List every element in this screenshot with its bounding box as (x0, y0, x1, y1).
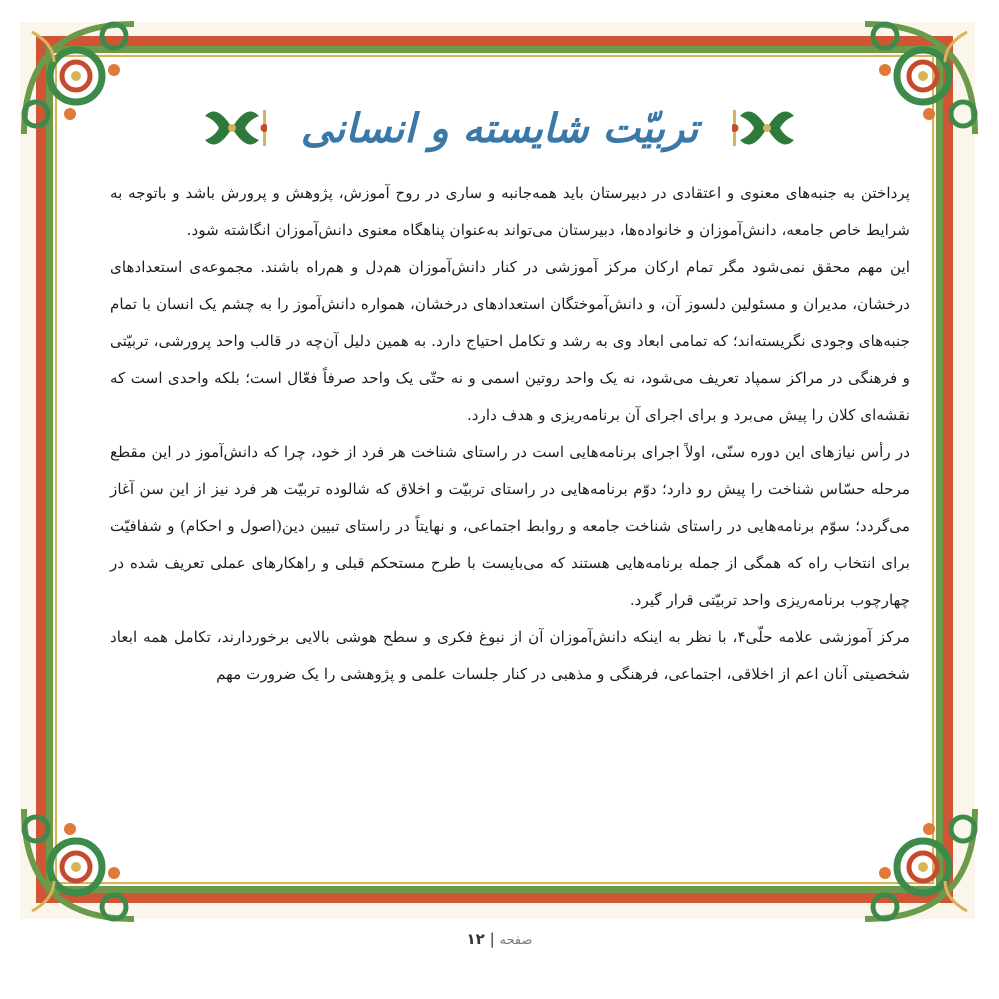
page-title: تربیّت شایسته و انسانی (300, 104, 699, 152)
floral-ornament-icon (732, 98, 802, 158)
title-row (0, 88, 999, 168)
floral-ornament-icon (197, 98, 267, 158)
paragraph: مرکز آموزشی علامه حلّی۴، با نظر به اینکه دانش‌آموزان آن از نبوغ فکری و سطح هوشی بالایی برخوردارند، تکامل همه ابعاد شخصیتی آنان اعم از اخلاقی، اجتماعی، فرهنگی و مذهبی در کنار جلسات علمی و پژوهشی را یک ضرورت مهم (110, 628, 910, 683)
page-number-value: ۱۲ (466, 930, 485, 948)
paragraph: این مهم محقق نمی‌شود مگر تمام ارکان مرکز آموزشی در کنار دانش‌آموزان هم‌دل و هم‌راه باشند. مجموعه‌ی استعدادهای درخشان، مدیران و مسئولین دلسوز آن، و دانش‌آموختگان استعدادهای درخشان، همواره دانش‌آموز را به چشم یک انسان با تمام جنبه‌های وجودی نگریسته‌اند؛ که تمامی ابعاد وی به رشد و تکامل احتیاج دارد. به همین دلیل آن‌چه در قالب واحد پرورشی، تربیّتی و فرهنگی در مراکز سمپاد تعریف می‌شود، نه یک واحد روتین اسمی و نه حتّی یک واحد صرفاً فعّال است؛ بلکه واحدی است که نقشه‌ای کلان را پیش می‌برد و برای اجرای آن برنامه‌ریزی و هدف دارد. (110, 258, 910, 424)
paragraph: در رأس نیازهای این دوره سنّی، اولاً اجرای برنامه‌هایی است در راستای شناخت هر فرد از خود، چرا که دانش‌آموز در این مقطع مرحله حسّاس شناخت را پیش رو دارد؛ دوّم برنامه‌هایی در راستای تربیّت و اخلاق که شالوده تربیّت هر فرد نیز از این سن آغاز می‌گردد؛ سوّم برنامه‌هایی در راستای شناخت جامعه و روابط اجتماعی، و نهایتاً در راستای تبیین دین(اصول و احکام) و شفافیّت برای انتخاب راه که همگی از جمله برنامه‌هایی هستند که می‌بایست با طرح مستحکم قبلی و راهکارهای عملی تعریف شده در چهارچوب برنامه‌ریزی واحد تربیّتی قرار گیرد. (110, 443, 910, 609)
page-number (0, 930, 999, 948)
page-label: صفحه (499, 933, 533, 948)
corner-ornament-icon (14, 799, 144, 929)
corner-ornament-icon (855, 799, 985, 929)
page-separator: | (489, 930, 495, 948)
body-text (110, 175, 910, 693)
paragraph: پرداختن به جنبه‌های معنوی و اعتقادی در دبیرستان باید همه‌جانبه و ساری در روح آموزش، پژوهش و پرورش باشد و باتوجه به شرایط خاص جامعه، دانش‌آموزان و خانواده‌ها، دبیرستان می‌تواند به‌عنوان پناهگاه معنوی دانش‌آموزان انگاشته شود. (110, 184, 910, 239)
